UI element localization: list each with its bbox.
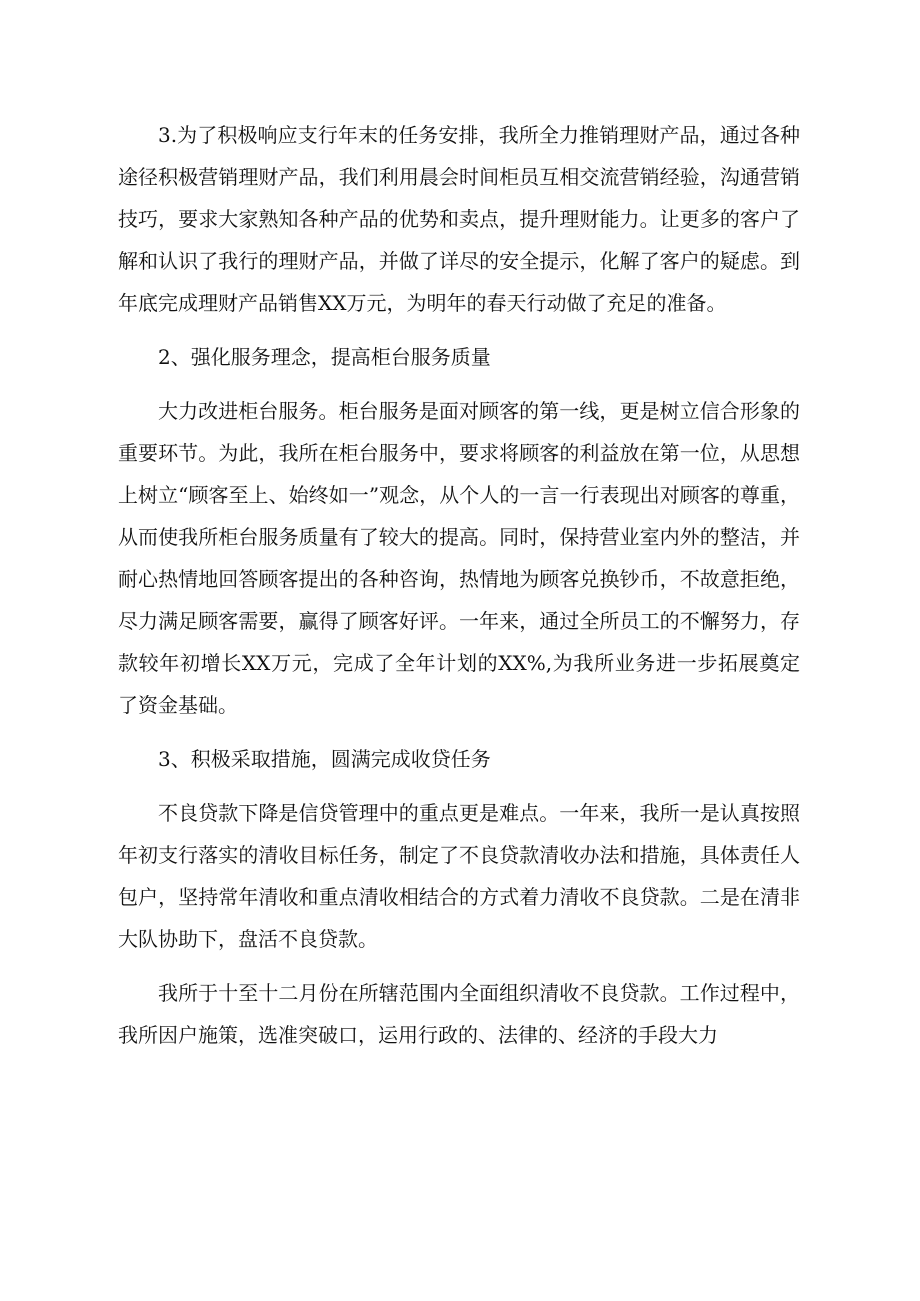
- paragraph-bad-loans: 不良贷款下降是信贷管理中的重点更是难点。一年来，我所一是认真按照年初支行落实的清收目标任务，制定了不良贷款清收办法和措施，具体责任人包户，坚持常年清收和重点清收相结合的方式着力清收不良贷款。二是在清非大队协助下，盘活不良贷款。: [118, 801, 800, 951]
- document-body: [118, 114, 800, 1068]
- paragraph-counter-service: 大力改进柜台服务。柜台服务是面对顾客的第一线，更是树立信合形象的重要环节。为此，我所在柜台服务中，要求将顾客的利益放在第一位，从思想上树立“顾客至上、始终如一”观念，从个人的一言一行表现出对顾客的尊重，从而使我所柜台服务质量有了较大的提高。同时，保持营业室内外的整洁，并耐心热情地回答顾客提出的各种咨询，热情地为顾客兑换钞币，不故意拒绝，尽力满足顾客需要，赢得了顾客好评。一年来，通过全所员工的不懈努力，存款较年初增长XX万元，完成了全年计划的XX%,为我所业务进一步拓展奠定了资金基础。: [118, 399, 800, 717]
- paragraph-collection-work: 我所于十至十二月份在所辖范围内全面组织清收不良贷款。工作过程中，我所因户施策，选准突破口，运用行政的、法律的、经济的手段大力: [118, 981, 800, 1047]
- section-heading-counter-service: 2、强化服务理念，提高柜台服务质量: [158, 345, 491, 369]
- section-heading-loan-collection: 3、积极采取措施，圆满完成收贷任务: [158, 747, 491, 771]
- paragraph-wealth-products: 3.为了积极响应支行年末的任务安排，我所全力推销理财产品，通过各种途径积极营销理财产品，我们利用晨会时间柜员互相交流营销经验，沟通营销技巧，要求大家熟知各种产品的优势和卖点，提升理财能力。让更多的客户了解和认识了我行的理财产品，并做了详尽的安全提示，化解了客户的疑虑。到年底完成理财产品销售XX万元，为明年的春天行动做了充足的准备。: [118, 123, 800, 315]
